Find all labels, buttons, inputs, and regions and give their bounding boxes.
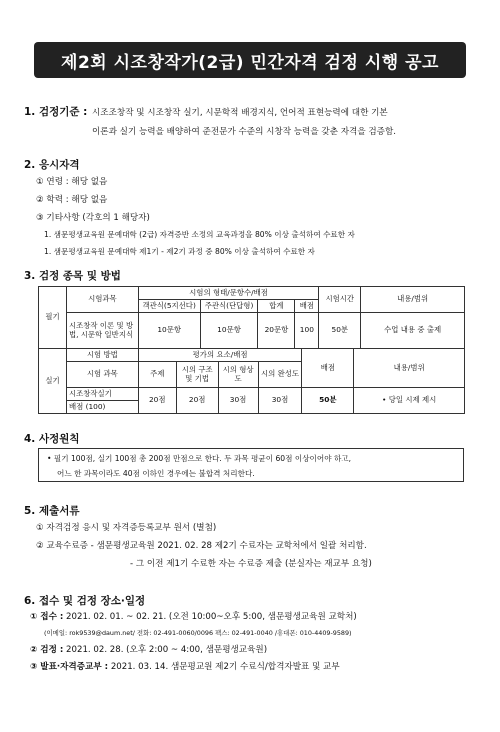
subject-header: 시험과목: [66, 287, 138, 313]
contact-info: (이메일: rok9539@daum.net/ 전화: 02-491-0060/0096 팩스: 02-491-0040 /휴대폰: 010-4409-9589): [44, 629, 352, 637]
schedule-item1: [30, 610, 357, 622]
written-content: 수업 내용 중 출제: [361, 313, 465, 349]
qualification-item: ③ 기타사항 (각호의 1 해당자): [36, 213, 150, 223]
objective-count: 10문항: [138, 313, 200, 349]
total-header: 합계: [258, 300, 295, 313]
assessment-line2: 어느 한 과목이라도 40점 이하인 경우에는 불합격 처리한다.: [57, 469, 255, 478]
document-item2: ② 교육수료증 - 샘문평생교육원 2021. 02. 28 제2기 수료자는 교학처에서 일괄 처리함.: [36, 541, 367, 551]
content-header: 내용/범위: [361, 287, 465, 313]
practical-subject: 시조창작실기: [66, 388, 138, 401]
section2-heading: 2. 응시자격: [24, 159, 80, 171]
practical-content: • 당일 시제 제시: [354, 388, 465, 414]
qualification-sub: 1. 샘문평생교육원 문예대학 제1기 - 제2기 과정 중 80% 이상 출석하여 수료한 자: [44, 247, 315, 256]
section6-heading: 6. 접수 및 검정 장소·일정: [24, 595, 146, 607]
total-count: 20문항: [258, 313, 295, 349]
objective-header: 객관식(5지선다): [138, 300, 200, 313]
practical-time: 50분: [302, 388, 354, 414]
written-subject: 시조창작 이론 및 방법, 시문학 일반지식: [66, 313, 138, 349]
practical-subject-header: 시험 과목: [66, 362, 138, 388]
method-header: 시험 방법: [66, 349, 138, 362]
practical-content-header: 내용/범위: [354, 349, 465, 388]
subjective-header: 주관식(단답형): [200, 300, 258, 313]
practical-score-total: 배점 (100): [66, 401, 138, 414]
score-header: 배점: [295, 300, 319, 313]
completeness-score: 30점: [258, 388, 302, 414]
theme-score: 20점: [138, 388, 176, 414]
practical-score-header: 배점: [302, 349, 354, 388]
practical-exam-table: [38, 348, 465, 414]
section5-heading: 5. 제출서류: [24, 505, 80, 517]
schedule-item2-text: 2021. 02. 28. (오후 2:00 ~ 4:00, 샘문평생교육원): [66, 645, 268, 655]
element-theme: 주제: [138, 362, 176, 388]
schedule-item2-label: ② 검정 :: [30, 645, 64, 655]
element-structure: 시의 구조 및 기법: [176, 362, 218, 388]
written-score: 100: [295, 313, 319, 349]
qualification-item: ② 학력 : 해당 없음: [36, 195, 108, 205]
assessment-line1: • 필기 100점, 실기 100점 총 200점 만점으로 한다. 두 과목 평균이 60점 이상이어야 하고,: [47, 454, 352, 463]
practical-label: 실기: [39, 349, 67, 414]
section1-line2: 이론과 실기 능력을 배양하여 준전문가 수준의 시창작 능력을 갖춘 자격을 검증함.: [92, 127, 397, 137]
schedule-item3: [30, 660, 340, 672]
exam-time-header: 시험시간: [319, 287, 361, 313]
written-exam-table: [38, 286, 465, 349]
subjective-count: 10문항: [200, 313, 258, 349]
element-imagery: 시의 형상도: [218, 362, 258, 388]
schedule-item2: [30, 643, 267, 655]
elements-header: 평가의 요소/배점: [138, 349, 302, 362]
schedule-item1-label: ① 접수 :: [30, 612, 64, 622]
document-item1: ① 자격검정 응시 및 자격증등록교부 원서 (별첨): [36, 523, 217, 533]
schedule-item1-text: 2021. 02. 01. ~ 02. 21. (오전 10:00~오후 5:00, 샘문평생교육원 교학처): [66, 612, 357, 622]
assessment-notice-box: [38, 448, 464, 482]
page-title: 제2회 시조창작가(2급) 민간자격 검정 시행 공고: [34, 42, 466, 78]
section1-line1: 시조조창작 및 시조창작 실기, 시문학적 배경지식, 언어적 표현능력에 대한 기본: [92, 108, 388, 118]
document-item3: - 그 이전 제1기 수료한 자는 수료증 제출 (분실자는 재교부 요청): [130, 559, 372, 569]
section3-heading: 3. 검정 종목 및 방법: [24, 270, 121, 282]
written-label: 필기: [39, 287, 67, 349]
section1-heading: 1. 검정기준 :: [24, 106, 88, 118]
element-completeness: 시의 완성도: [258, 362, 302, 388]
imagery-score: 30점: [218, 388, 258, 414]
structure-score: 20점: [176, 388, 218, 414]
qualification-sub: 1. 샘문평생교육원 문예대학 (2급) 자격증반 소정의 교육과정을 80% 이상 출석하여 수료한 자: [44, 230, 355, 239]
qualification-item: ① 연령 : 해당 없음: [36, 177, 108, 187]
schedule-item3-text: 2021. 03. 14. 샘문평교원 제2기 수료식/합격자발표 및 교부: [110, 662, 340, 672]
schedule-item3-label: ③ 발표·자격증교부 :: [30, 662, 109, 672]
section4-heading: 4. 사정원칙: [24, 433, 80, 445]
written-time: 50분: [319, 313, 361, 349]
exam-type-header: 시험의 형태/문항수/배점: [138, 287, 319, 300]
